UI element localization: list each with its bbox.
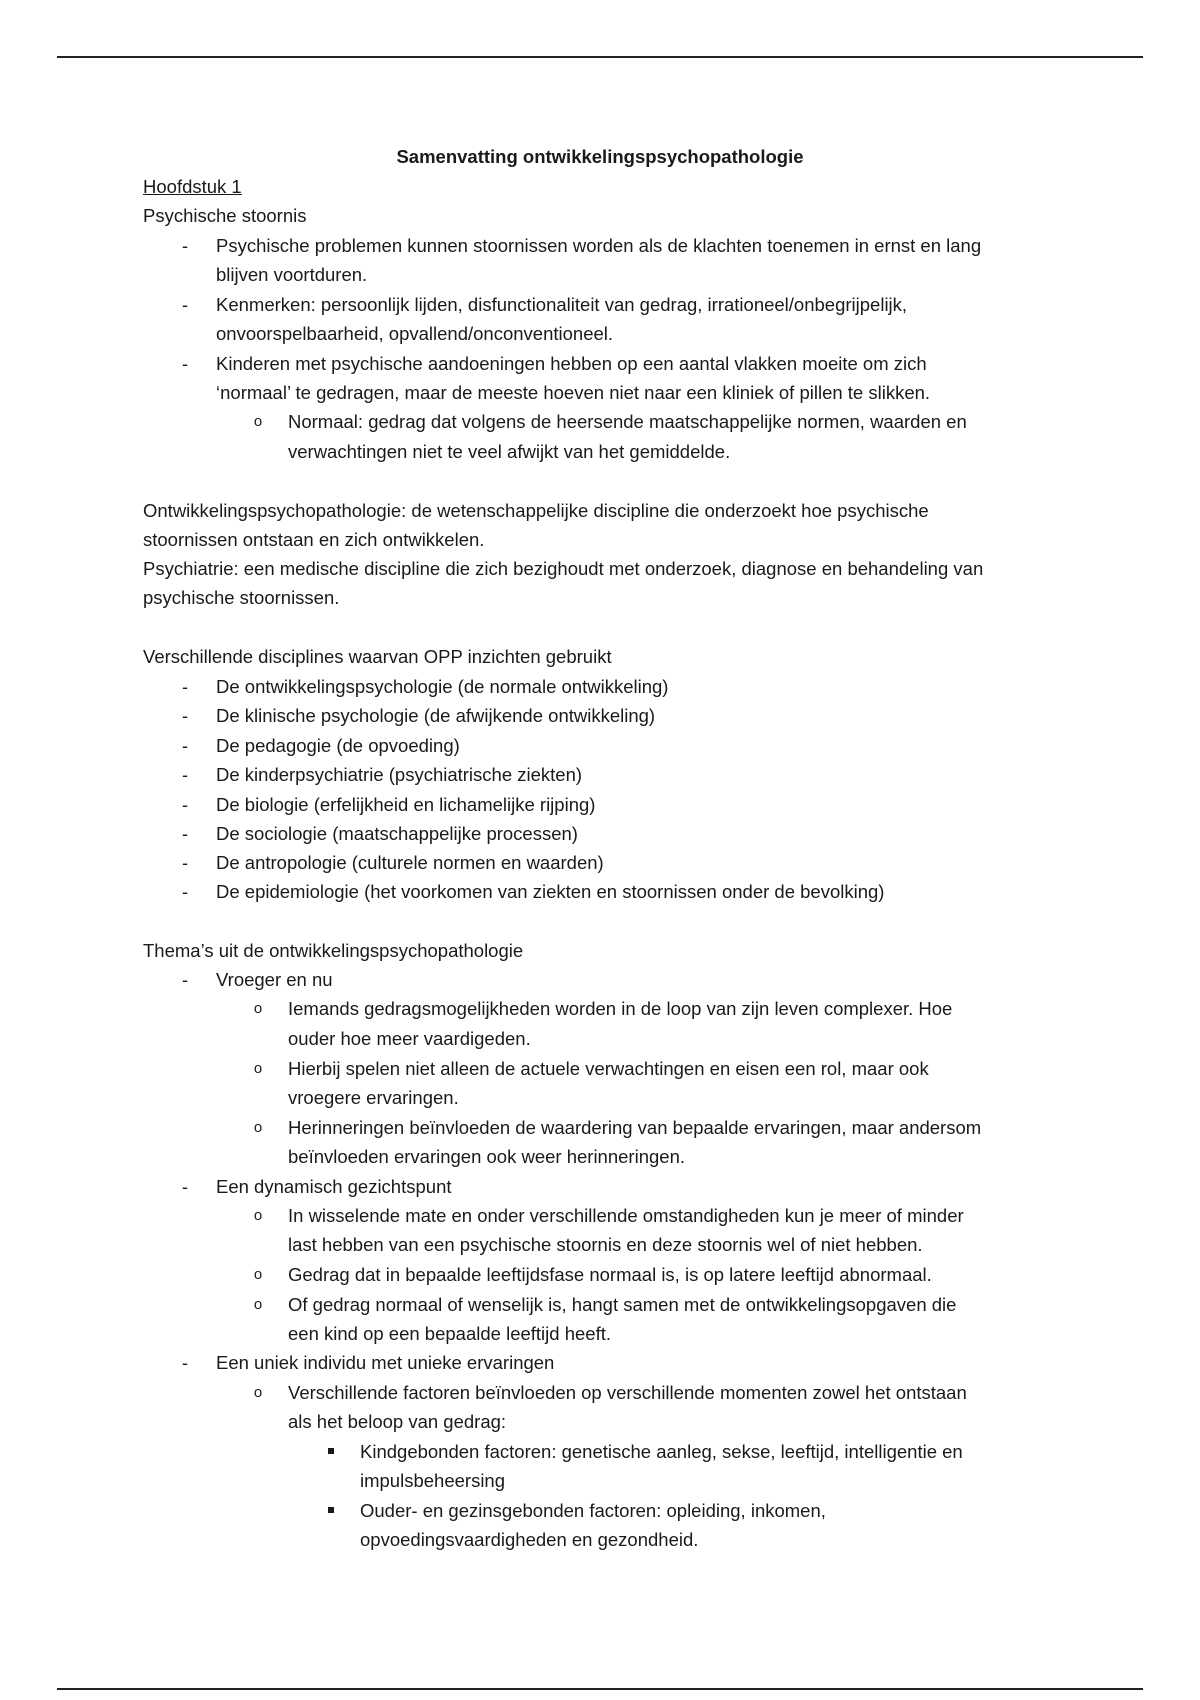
list-item: De pedagogie (de opvoeding): [216, 735, 460, 756]
circle-bullet: o: [253, 1000, 263, 1017]
dash-bullet: -: [182, 970, 188, 990]
dash-bullet: -: [182, 795, 188, 815]
list-item-line: beïnvloeden ervaringen ook weer herinneringen.: [288, 1146, 685, 1167]
circle-bullet: o: [253, 413, 263, 430]
list-item-line: verwachtingen niet te veel afwijkt van het gemiddelde.: [288, 441, 731, 462]
definition-line: Ontwikkelingspsychopathologie: de wetenschappelijke discipline die onderzoekt hoe psychische: [143, 500, 929, 521]
section-heading: Psychische stoornis: [143, 205, 307, 226]
list-item-line: Hierbij spelen niet alleen de actuele verwachtingen en eisen een rol, maar ook: [288, 1058, 929, 1079]
dash-bullet: -: [182, 354, 188, 374]
list-item: De klinische psychologie (de afwijkende ontwikkeling): [216, 705, 656, 726]
chapter-heading: Hoofdstuk 1: [143, 176, 242, 197]
list-item: De antropologie (culturele normen en waarden): [216, 852, 604, 873]
dash-bullet: -: [182, 706, 188, 726]
definition-line: stoornissen ontstaan en zich ontwikkelen.: [143, 529, 485, 550]
circle-bullet: o: [253, 1296, 263, 1313]
dash-bullet: -: [182, 295, 188, 315]
square-bullet: [328, 1507, 334, 1513]
definition-line: psychische stoornissen.: [143, 587, 340, 608]
dash-bullet: -: [182, 853, 188, 873]
list-item-line: Iemands gedragsmogelijkheden worden in de loop van zijn leven complexer. Hoe: [288, 998, 953, 1019]
list-item-line: Herinneringen beïnvloeden de waardering van bepaalde ervaringen, maar andersom: [288, 1117, 982, 1138]
dash-bullet: -: [182, 882, 188, 902]
list-item-line: impulsbeheersing: [360, 1470, 506, 1491]
list-item-line: Kenmerken: persoonlijk lijden, disfunctionaliteit van gedrag, irrationeel/onbegrijpelijk,: [216, 294, 908, 315]
dash-bullet: -: [182, 677, 188, 697]
dash-bullet: -: [182, 1177, 188, 1197]
dash-bullet: -: [182, 1353, 188, 1373]
list-item: De ontwikkelingspsychologie (de normale ontwikkeling): [216, 676, 669, 697]
list-item-line: ‘normaal’ te gedragen, maar de meeste hoeven niet naar een kliniek of pillen te slikken.: [216, 382, 931, 403]
list-item-line: opvoedingsvaardigheden en gezondheid.: [360, 1529, 699, 1550]
list-item-line: een kind op een bepaalde leeftijd heeft.: [288, 1323, 611, 1344]
list-item: Een dynamisch gezichtspunt: [216, 1176, 452, 1197]
list-item: De biologie (erfelijkheid en lichamelijke rijping): [216, 794, 596, 815]
list-item: De kinderpsychiatrie (psychiatrische ziekten): [216, 764, 583, 785]
list-item: De sociologie (maatschappelijke processen): [216, 823, 578, 844]
circle-bullet: o: [253, 1266, 263, 1283]
list-item-line: onvoorspelbaarheid, opvallend/onconventioneel.: [216, 323, 614, 344]
circle-bullet: o: [253, 1207, 263, 1224]
list-item-line: Normaal: gedrag dat volgens de heersende maatschappelijke normen, waarden en: [288, 411, 967, 432]
dash-bullet: -: [182, 236, 188, 256]
list-item-line: Verschillende factoren beïnvloeden op verschillende momenten zowel het ontstaan: [288, 1382, 967, 1403]
list-item-line: Ouder- en gezinsgebonden factoren: opleiding, inkomen,: [360, 1500, 826, 1521]
dash-bullet: -: [182, 765, 188, 785]
circle-bullet: o: [253, 1384, 263, 1401]
section-heading: Thema’s uit de ontwikkelingspsychopathologie: [143, 940, 524, 961]
list-item-line: In wisselende mate en onder verschillende omstandigheden kun je meer of minder: [288, 1205, 964, 1226]
list-item-line: last hebben van een psychische stoornis en deze stoornis wel of niet hebben.: [288, 1234, 923, 1255]
definition-line: Psychiatrie: een medische discipline die zich bezighoudt met onderzoek, diagnose en behandeling van: [143, 558, 984, 579]
list-item-line: als het beloop van gedrag:: [288, 1411, 507, 1432]
circle-bullet: o: [253, 1060, 263, 1077]
list-item-line: Kinderen met psychische aandoeningen hebben op een aantal vlakken moeite om zich: [216, 353, 927, 374]
list-item-line: Psychische problemen kunnen stoornissen worden als de klachten toenemen in ernst en lang: [216, 235, 982, 256]
list-item: Vroeger en nu: [216, 969, 333, 990]
section-heading: Verschillende disciplines waarvan OPP inzichten gebruikt: [143, 646, 612, 667]
list-item-line: Kindgebonden factoren: genetische aanleg, sekse, leeftijd, intelligentie en: [360, 1441, 963, 1462]
list-item-line: blijven voortduren.: [216, 264, 368, 285]
square-bullet: [328, 1448, 334, 1454]
list-item-line: vroegere ervaringen.: [288, 1087, 459, 1108]
list-item: De epidemiologie (het voorkomen van ziekten en stoornissen onder de bevolking): [216, 881, 885, 902]
circle-bullet: o: [253, 1119, 263, 1136]
list-item: Een uniek individu met unieke ervaringen: [216, 1352, 555, 1373]
list-item-line: ouder hoe meer vaardigeden.: [288, 1028, 531, 1049]
dash-bullet: -: [182, 824, 188, 844]
document-title: Samenvatting ontwikkelingspsychopathologie: [396, 146, 804, 167]
dash-bullet: -: [182, 736, 188, 756]
list-item-line: Gedrag dat in bepaalde leeftijdsfase normaal is, is op latere leeftijd abnormaal.: [288, 1264, 932, 1285]
list-item-line: Of gedrag normaal of wenselijk is, hangt samen met de ontwikkelingsopgaven die: [288, 1294, 957, 1315]
